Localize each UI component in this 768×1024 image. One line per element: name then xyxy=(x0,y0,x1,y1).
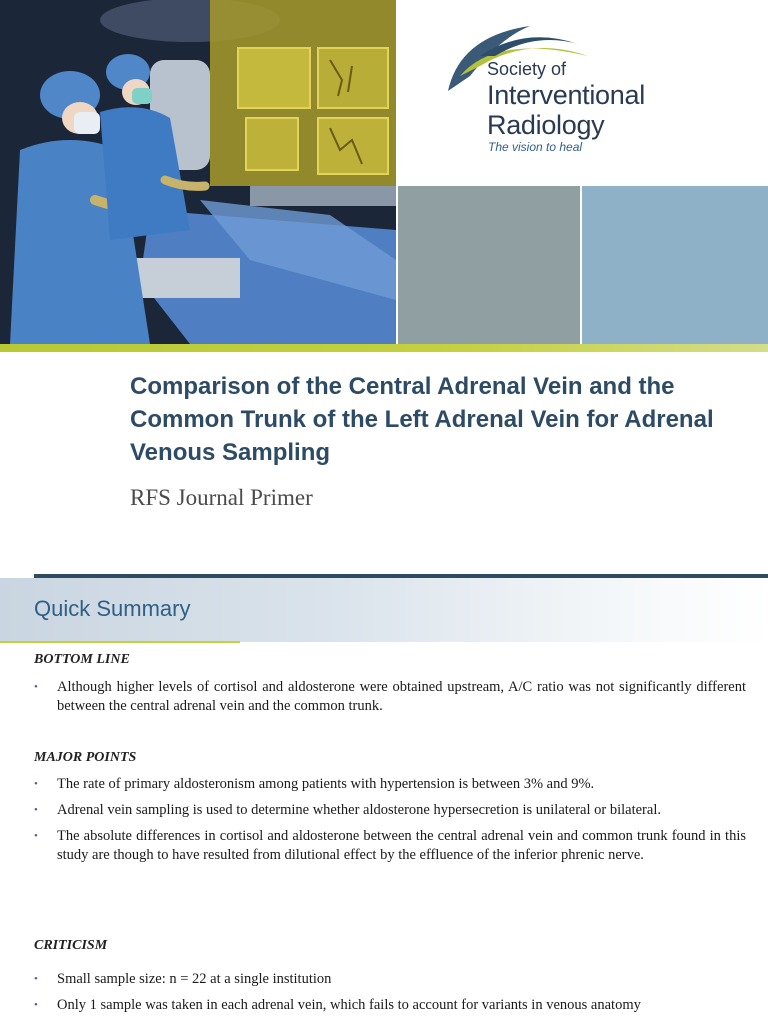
bullet-icon: • xyxy=(34,999,38,1011)
green-accent-bar xyxy=(0,344,768,352)
bottom-line-list xyxy=(34,678,746,723)
list-item-text: The absolute differences in cortisol and aldosterone between the central adrenal vein and common trunk found in this study are though to have resulted from dilutional effect by the effluence of the inferior phrenic nerve. xyxy=(57,828,746,863)
gray-color-tile xyxy=(398,186,580,344)
list-item xyxy=(34,678,746,716)
list-item-text: The rate of primary aldosteronism among patients with hypertension is between 3% and 9%. xyxy=(57,776,595,792)
bullet-icon: • xyxy=(34,830,38,842)
criticism-list xyxy=(34,970,746,1022)
list-item-text: Although higher levels of cortisol and aldosterone were obtained upstream, A/C ratio was not significantly different between the central adrenal vein and the common trunk. xyxy=(57,679,746,714)
list-item-text: Adrenal vein sampling is used to determine whether aldosterone hypersecretion is unilateral or bilateral. xyxy=(57,802,661,818)
org-name-line-2: Interventional xyxy=(487,80,645,110)
surgery-photo xyxy=(0,0,396,344)
org-name-line-3: Radiology xyxy=(487,110,605,140)
org-tagline: The vision to heal xyxy=(488,140,583,154)
header-banner xyxy=(0,0,768,352)
list-item-text: Small sample size: n = 22 at a single institution xyxy=(57,971,332,987)
bullet-icon: • xyxy=(34,681,38,693)
org-name-line-1: Society of xyxy=(487,59,567,79)
criticism-label: CRITICISM xyxy=(34,938,108,953)
section-divider xyxy=(34,574,768,578)
surgery-scene-illustration xyxy=(0,0,396,344)
list-item xyxy=(34,801,746,820)
bottom-line-label: BOTTOM LINE xyxy=(34,652,130,667)
list-item xyxy=(34,775,746,794)
major-points-label: MAJOR POINTS xyxy=(34,750,137,765)
document-subtitle: RFS Journal Primer xyxy=(130,485,313,510)
bullet-icon: • xyxy=(34,973,38,985)
summary-underline xyxy=(0,641,240,643)
bullet-icon: • xyxy=(34,778,38,790)
list-item xyxy=(34,827,746,865)
blue-color-tile xyxy=(582,186,768,344)
document-title: Comparison of the Central Adrenal Vein and the Common Trunk of the Left Adrenal Vein for Adrenal Venous Sampling xyxy=(130,373,714,466)
major-points-list xyxy=(34,775,746,872)
summary-heading: Quick Summary xyxy=(34,596,191,621)
list-item xyxy=(34,996,746,1015)
list-item-text: Only 1 sample was taken in each adrenal vein, which fails to account for variants in venous anatomy xyxy=(57,997,641,1013)
list-item xyxy=(34,970,746,989)
organization-name xyxy=(487,58,645,140)
bullet-icon: • xyxy=(34,804,38,816)
